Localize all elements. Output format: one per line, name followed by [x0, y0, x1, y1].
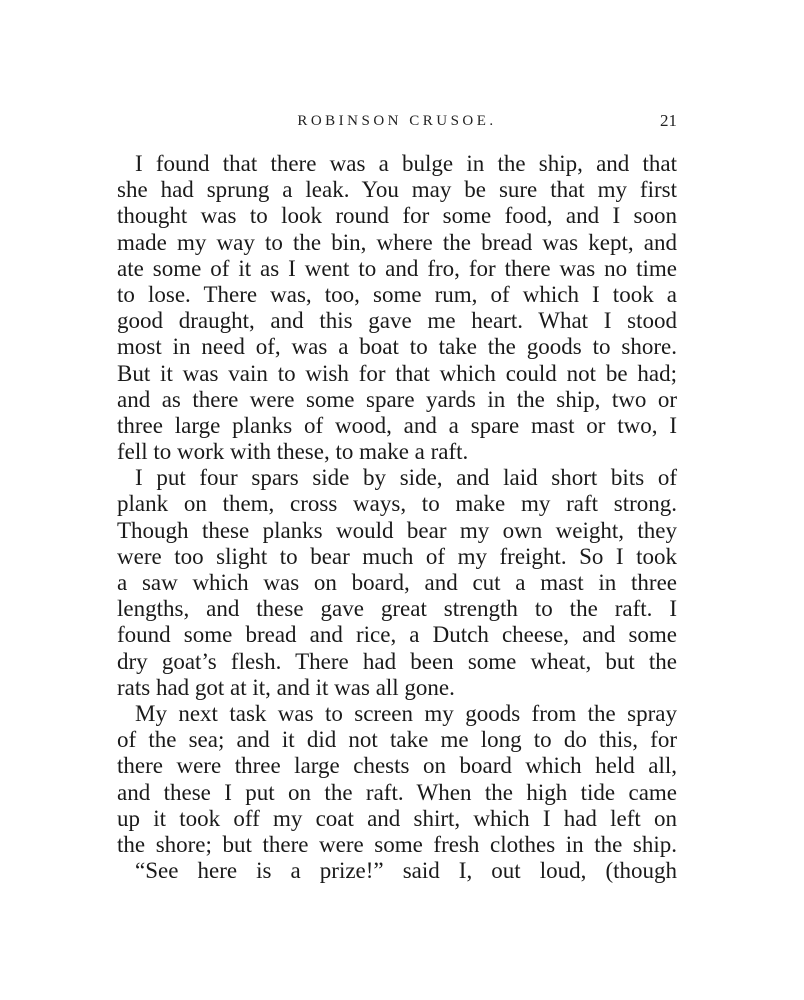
paragraph — [117, 701, 677, 858]
paragraph — [117, 151, 677, 465]
text-line: Though these planks would bear my own weight, they — [117, 517, 677, 543]
text-line: lengths, and these gave great strength to the raft. I — [117, 596, 677, 622]
text-line: I found that there was a bulge in the ship, and that — [135, 151, 677, 176]
paragraph — [117, 858, 677, 884]
book-page — [117, 105, 677, 884]
running-title: ROBINSON CRUSOE. — [297, 113, 497, 129]
page-number: 21 — [660, 111, 677, 130]
paragraph — [117, 465, 677, 701]
running-head — [117, 105, 677, 135]
text-line: of the sea; and it did not take me long to do this, for — [117, 727, 677, 753]
text-line: good draught, and this gave me heart. What I stood — [117, 308, 677, 334]
text-line: thought was to look round for some food, and I soon — [117, 203, 677, 229]
text-line: and these I put on the raft. When the high tide came — [117, 779, 677, 805]
text-line: rats had got at it, and it was all gone. — [117, 674, 455, 700]
text-line: to lose. There was, too, some rum, of which I took a — [117, 281, 677, 307]
text-line: plank on them, cross ways, to make my raft strong. — [117, 491, 677, 517]
text-line: dry goat’s flesh. There had been some wheat, but the — [117, 648, 677, 674]
text-line: were too slight to bear much of my freight. So I took — [117, 543, 677, 569]
text-line: My next task was to screen my goods from the spray — [135, 700, 677, 726]
text-line: fell to work with these, to make a raft. — [117, 439, 469, 465]
text-line: But it was vain to wish for that which could not be had; — [117, 360, 677, 386]
text-line: and as there were some spare yards in the ship, two or — [117, 386, 677, 412]
text-line: three large planks of wood, and a spare mast or two, I — [117, 412, 677, 438]
text-line: a saw which was on board, and cut a mast in three — [117, 570, 677, 595]
text-line: the shore; but there were some fresh clothes in the ship. — [117, 831, 677, 857]
text-line: I put four spars side by side, and laid short bits of — [135, 465, 677, 491]
text-line: there were three large chests on board which held all, — [117, 753, 677, 779]
text-line: ate some of it as I went to and fro, for there was no time — [117, 255, 677, 281]
text-line: “See here is a prize!” said I, out loud, (though — [135, 858, 677, 884]
text-line: most in need of, was a boat to take the goods to shore. — [117, 334, 677, 360]
text-line: up it took off my coat and shirt, which I had left on — [117, 805, 677, 831]
text-line: found some bread and rice, a Dutch cheese, and some — [117, 622, 677, 648]
text-line: she had sprung a leak. You may be sure that my first — [117, 177, 677, 203]
text-line: made my way to the bin, where the bread was kept, and — [117, 229, 677, 255]
body-text — [117, 151, 677, 884]
